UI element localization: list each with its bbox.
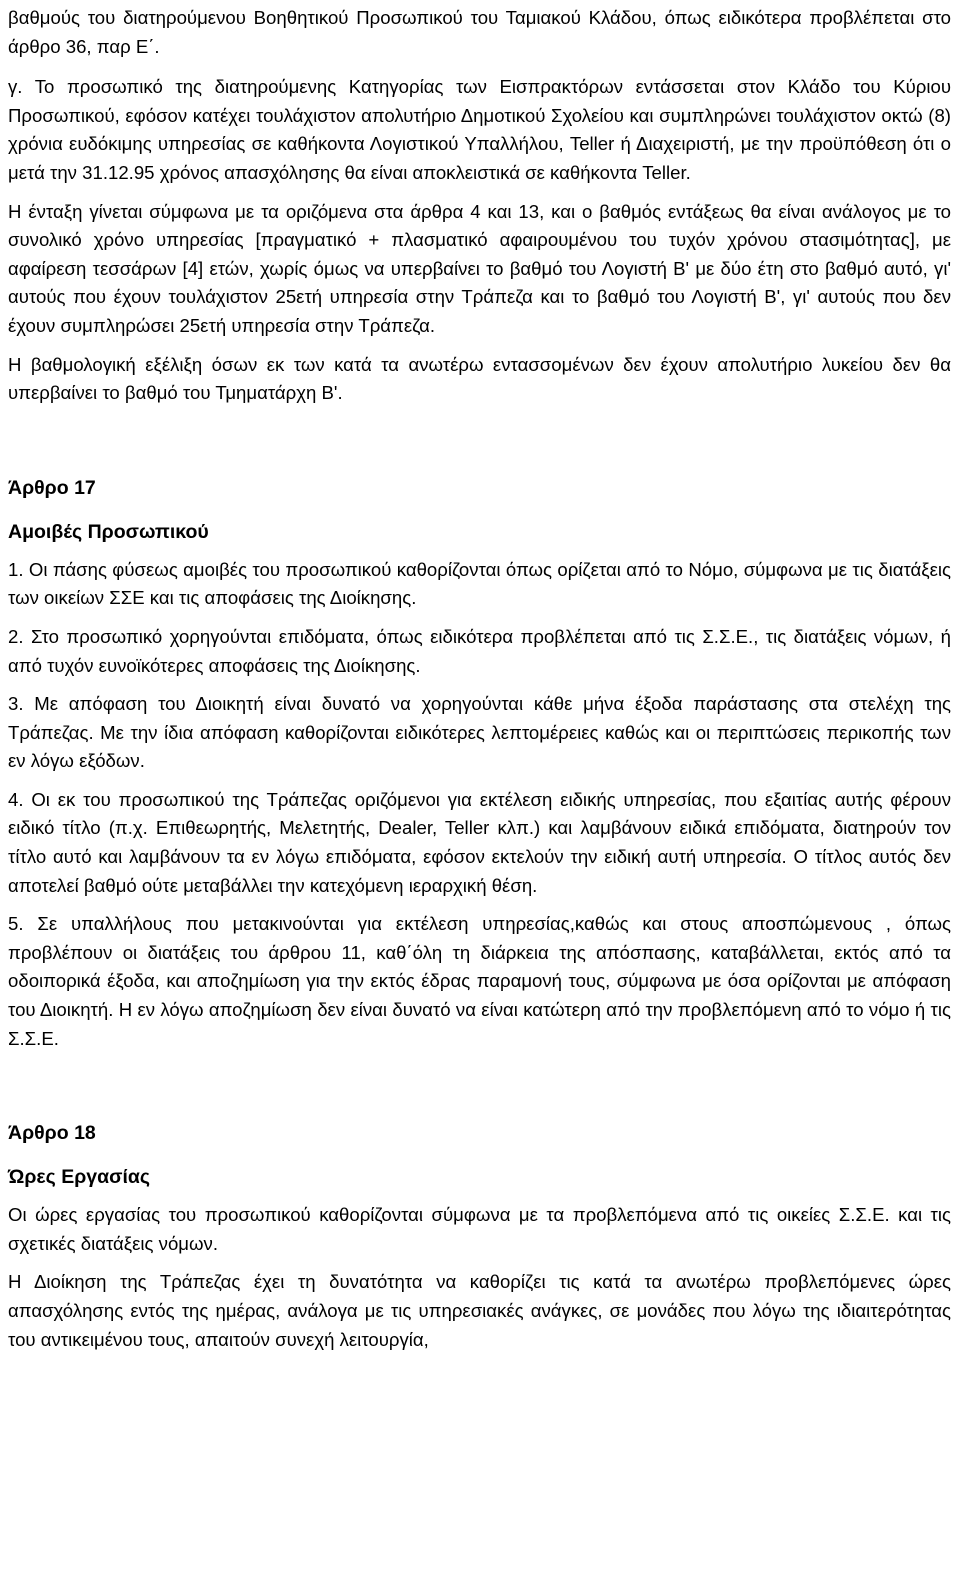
- paragraph-grade-progression: Η βαθμολογική εξέλιξη όσων εκ των κατά τα ανωτέρω εντασσομένων δεν έχουν απολυτήριο λυκείου δεν θα υπερβαίνει το βαθμό του Τμηματάρχη Β'.: [8, 353, 951, 404]
- article-18-paragraph-2: Η Διοίκηση της Τράπεζας έχει τη δυνατότητα να καθορίζει τις κατά τα ανωτέρω προβλεπόμενες ώρες απασχόλησης εντός της ημέρας, ανάλογα με τις υπηρεσιακές ανάγκες, σε μονάδες που λόγω της ιδιαιτερότητας του αντικειμένου τους, απαιτούν συνεχή λειτουργία,: [8, 1271, 951, 1350]
- article-17-paragraph-5: 5. Σε υπαλλήλους που μετακινούνται για εκτέλεση υπηρεσίας,καθώς και στους αποσπώμενους , όπως προβλέπουν οι διατάξεις του άρθρου 11, καθ΄όλη τη διάρκεια της απόσπασης, καταβάλλεται, εκτός από τα οδοιπορικά έξοδα, και αποζημίωση για την εκτός έδρας παραμονή τους, σύμφωνα με όσα ορίζονται με απόφαση του Διοικητή. Η εν λόγω αποζημίωση δεν είναι δυνατό να είναι κατώτερη από την προβλεπόμενη από το νόμο ή τις Σ.Σ.Ε.: [8, 913, 951, 1049]
- document-page: [8, 4, 951, 1354]
- article-17-paragraph-3: 3. Με απόφαση του Διοικητή είναι δυνατό να χορηγούνται κάθε μήνα έξοδα παράστασης στα στελέχη της Τράπεζας. Με την ίδια απόφαση καθορίζονται ειδικότερες λεπτομέρειες καθώς και οι περιπτώσεις περικοπής των εν λόγω εξόδων.: [8, 693, 951, 772]
- article-18-paragraph-1: Οι ώρες εργασίας του προσωπικού καθορίζονται σύμφωνα με τα προβλεπόμενα από τις οικείες Σ.Σ.Ε. και τις σχετικές διατάξεις νόμων.: [8, 1204, 951, 1254]
- article-18: [8, 1119, 951, 1354]
- paragraph-integration: Η ένταξη γίνεται σύμφωνα με τα οριζόμενα στα άρθρα 4 και 13, και ο βαθμός εντάξεως θα είναι ανάλογος με το συνολικό χρόνο υπηρεσίας [πραγματικό + πλασματικό αφαιρουμένου του τυχόν χρόνου στασιμότητας], με αφαίρεση τεσσάρων [4] ετών, χωρίς όμως να υπερβαίνει το βαθμό του Λογιστή Β' με δύο έτη στο βαθμό αυτό, γι' αυτούς που έχουν τουλάχιστον 25ετή υπηρεσία στην Τράπεζα και το βαθμό του Λογιστή Β', γι' αυτούς που δεν έχουν συμπληρώσει 25ετή υπηρεσία στην Τράπεζα.: [8, 200, 951, 336]
- article-18-number: Άρθρο 18: [8, 1122, 96, 1145]
- article-17: [8, 474, 951, 1054]
- article-17-number: Άρθρο 17: [8, 476, 96, 499]
- article-17-paragraph-4: 4. Οι εκ του προσωπικού της Τράπεζας οριζόμενοι για εκτέλεση ειδικής υπηρεσίας, που εξαιτίας αυτής φέρουν ειδικό τίτλο (π.χ. Επιθεωρητής, Μελετητής, Dealer, Teller κλπ.) και λαμβάνουν ειδικά επιδόματα, διατηρούν τον τίτλο αυτό και λαμβάνουν τα εν λόγω επιδόματα, εφόσον εκτελούν την ειδική αυτή υπηρεσία. Ο τίτλος αυτός δεν αποτελεί βαθμό ούτε μεταβάλλει την κατεχόμενη ιεραρχική θέση.: [8, 788, 951, 896]
- paragraph-continuation: βαθμούς του διατηρούμενου Βοηθητικού Προσωπικού του Ταμιακού Κλάδου, όπως ειδικότερα προβλέπεται στο άρθρο 36, παρ Ε΄.: [8, 7, 951, 57]
- article-17-paragraph-2: 2. Στο προσωπικό χορηγούνται επιδόματα, όπως ειδικότερα προβλέπεται από τις Σ.Σ.Ε., τις διατάξεις νόμων, ή από τυχόν ευνοϊκότερες αποφάσεις της Διοίκησης.: [8, 625, 951, 676]
- article-18-title: Ώρες Εργασίας: [8, 1166, 151, 1189]
- paragraph-item-g: γ. Το προσωπικό της διατηρούμενης Κατηγορίας των Εισπρακτόρων εντάσσεται στον Κλάδο του Κύριου Προσωπικού, εφόσον κατέχει τουλάχιστον απολυτήριο Δημοτικού Σχολείου και συμπληρώνει τουλάχιστον οκτώ (8) χρόνια ευδόκιμης υπηρεσίας σε καθήκοντα Λογιστικού Υπαλλήλου, Teller ή Διαχειριστή, με την προϋπόθεση ότι ο μετά την 31.12.95 χρόνος απασχόλησης θα είναι αποκλειστικά σε καθήκοντα Teller.: [8, 76, 951, 183]
- article-17-title: Αμοιβές Προσωπικού: [8, 520, 209, 543]
- article-17-paragraph-1: 1. Οι πάσης φύσεως αμοιβές του προσωπικού καθορίζονται όπως ορίζεται από το Νόμο, σύμφωνα με τις διατάξεις των οικείων ΣΣΕ και τις αποφάσεις της Διοίκησης.: [8, 558, 951, 609]
